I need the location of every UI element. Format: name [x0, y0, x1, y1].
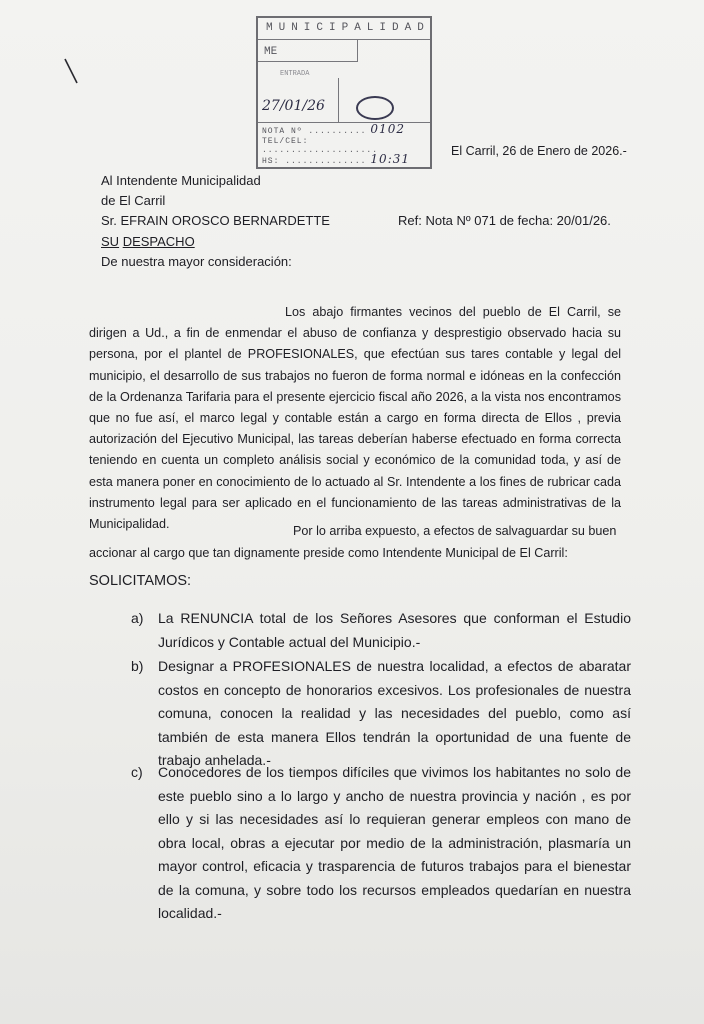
- su-text: SU: [101, 234, 120, 249]
- addressee-line-2: de El Carril: [101, 193, 166, 208]
- despacho-text: DESPACHO: [122, 234, 195, 249]
- stamp-nota-value: 0102: [370, 122, 405, 136]
- second-paragraph-block: [89, 520, 621, 564]
- reference-note: Ref: Nota Nº 071 de fecha: 20/01/26.: [398, 213, 611, 228]
- stamp-telcel-line: TEL/CEL: ....................: [262, 137, 379, 155]
- item-text: Designar a PROFESIONALES de nuestra localidad, a efectos de abaratar costos en concepto de honorarios excesivos. Los profesionales de nuestra comuna, conocen la realidad y las necesidades del pueblo, como así también de esta manera Ellos tendrán la oportunidad de una fuente de trabajo anhelada.-: [158, 658, 631, 768]
- addressee-line-3: Sr. EFRAIN OROSCO BERNARDETTE: [101, 213, 330, 228]
- stamp-nota-label: NOTA Nº: [262, 127, 303, 136]
- item-label: a): [131, 610, 144, 626]
- addressee-line-1: Al Intendente Municipalidad: [101, 173, 261, 188]
- stamp-entrada-label: ENTRADA: [280, 70, 310, 78]
- solicitamos-heading: SOLICITAMOS:: [89, 573, 192, 589]
- stamp-signature-oval: [356, 96, 394, 120]
- body-paragraph: Los abajo firmantes vecinos del pueblo de El Carril, se dirigen a Ud., a fin de enmendar el abuso de confianza y desprestigio observado hacia su persona, por el plantel de PROFESIONALES, que efectúan sus tares contable y legal del municipio, el desarrollo de sus trabajos no fueron de forma normal e idóneas en la confección de la Ordenanza Tarifaria para el presente ejercicio fiscal año 2026, a la vista nos encontramos que no fue así, el marco legal y contable están a cargo en forma directa de Ellos , previa autorización del Ejecutivo Municipal, las tareas deberían haberse efectuado en forma correcta teniendo en cuenta un completo análisis social y económico de la comunidad toda, y así de esta manera poner en conocimiento de lo actuado al Sr. Intendente a los fines de rubricar cada instrumento legal para ser aplicado en el funcionamiento de las tareas administrativas de la Municipalidad.: [89, 305, 621, 532]
- stamp-date: 27/01/26: [262, 98, 325, 114]
- item-label: b): [131, 658, 144, 674]
- request-item-a: [131, 607, 631, 654]
- greeting: De nuestra mayor consideración:: [101, 254, 292, 269]
- request-item-b: [131, 655, 631, 773]
- addressee-despacho: [101, 234, 195, 249]
- request-item-c: [131, 761, 631, 926]
- item-label: c): [131, 764, 143, 780]
- stamp-telcel-label: TEL/CEL:: [262, 137, 309, 146]
- place-date: El Carril, 26 de Enero de 2026.-: [451, 144, 627, 158]
- stamp-date-row: [258, 78, 430, 123]
- stamp-sub: ME: [258, 40, 358, 62]
- stamp-header: MUNICIPALIDAD: [258, 18, 430, 40]
- reception-stamp: [256, 16, 432, 169]
- item-text: La RENUNCIA total de los Señores Asesores que conforman el Estudio Jurídicos y Contable actual del Municipio.-: [158, 610, 631, 650]
- body-paragraph-block: [89, 302, 621, 535]
- stamp-hs-value: 10:31: [370, 152, 411, 166]
- item-text: Conocedores de los tiempos difíciles que vivimos los habitantes no solo de este pueblo sino a lo largo y ancho de nuestra provincia y nación , es por ello y si las necesidades así lo requieran generar empleos con mano de obra local, obras a ejecutar por medio de la administración, plasmaría un mayor control, eficacia y trasparencia de futuros trabajos para el bienestar de la comuna, y sobre todo los recursos empleados quedarían en nuestra localidad.-: [158, 764, 631, 921]
- stamp-nota-line: NOTA Nº .......... 0102: [262, 122, 405, 136]
- pen-stroke-mark: [64, 57, 78, 85]
- stamp-hs-label: HS:: [262, 157, 280, 166]
- second-paragraph: Por lo arriba expuesto, a efectos de salvaguardar su buen accionar al cargo que tan dignamente preside como Intendente Municipal de El Carril:: [89, 524, 617, 560]
- stamp-hs-line: HS: .............. 10:31: [262, 152, 411, 166]
